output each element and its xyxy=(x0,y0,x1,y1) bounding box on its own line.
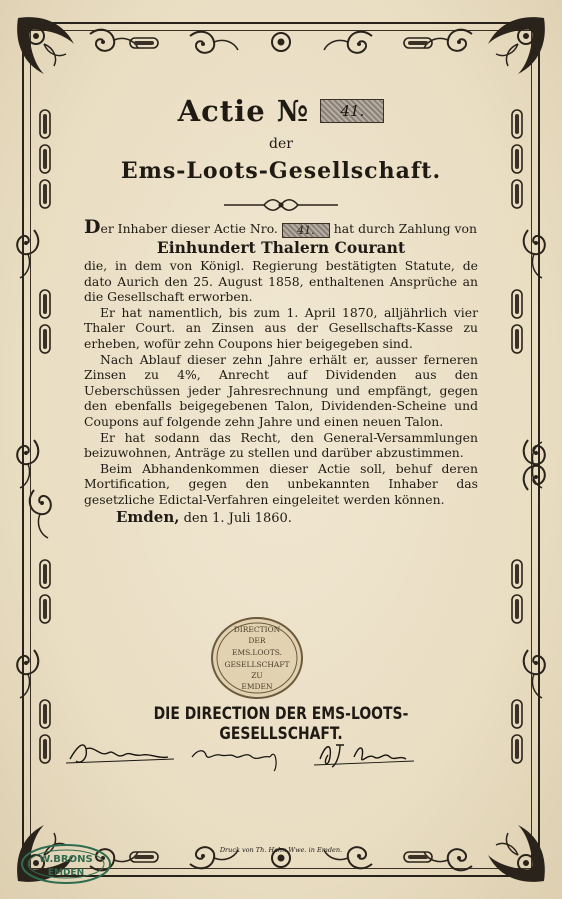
seal-line-4: GESELLSCHAFT xyxy=(224,660,290,669)
issuer-heading: DIE DIRECTION DER EMS-LOOTS-GESELLSCHAFT. xyxy=(153,704,409,744)
paragraph-interest: Er hat namentlich, bis zum 1. April 1870, alljährlich vier Thaler Court. an Zinsen aus der Gesellschafts-Kasse zu erheben, wofür zehn Coupons hier beigegeben sind. xyxy=(84,304,478,351)
signature-3 xyxy=(320,745,406,767)
certificate-number: 41. xyxy=(320,99,384,123)
paragraph-statute: die, in dem von Königl. Regierung bestätigten Statute, de dato Aurich den 25. August 1858, enthaltenen Ansprüche an die Gesellschaft erworben. xyxy=(84,258,478,305)
company-seal xyxy=(209,615,305,701)
share-amount: Einhundert Thalern Courant xyxy=(156,238,406,257)
city: Emden, xyxy=(116,507,180,526)
paragraph-voting: Er hat sodann das Recht, den General-Versammlungen beizuwohnen, Anträge zu stellen und darüber abzustimmen. xyxy=(84,429,478,461)
seal-line-2: DER xyxy=(248,636,266,645)
seal-line-6: EMDEN xyxy=(241,682,273,691)
signature-2 xyxy=(192,751,270,759)
company-name: Ems-Loots-Gesellschaft. xyxy=(120,158,442,184)
seal-line-3: EMS.LOOTS. xyxy=(232,648,282,657)
holder-text-a: er Inhaber dieser Actie Nro. xyxy=(100,221,278,236)
signatures xyxy=(64,735,498,775)
paragraph-holder xyxy=(84,216,478,238)
seal-line-1: DIRECTION xyxy=(233,625,281,634)
stamp-line-2: EMDEN xyxy=(47,868,85,878)
holder-text-b: hat durch Zahlung von xyxy=(333,221,477,236)
certificate-body xyxy=(84,216,478,526)
issue-date: den 1. Juli 1860. xyxy=(183,510,292,526)
place-and-date xyxy=(84,507,478,527)
paragraph-dividends: Nach Ablauf dieser zehn Jahre erhält er, ausser ferneren Zinsen zu 4%, Anrecht auf Dividenden aus den Ueberschüssen jeder Jahresrechnung und empfängt, gegen den ebenfalls beigegebenen Talon, Dividenden-Scheine und Coupons auf folgende zehn Jahre und einen neuen Talon. xyxy=(84,351,478,429)
title-label: Actie № xyxy=(177,94,310,128)
printer-credit: Druck von Th. Hahn Wwe. in Emden. xyxy=(219,846,343,854)
inline-certificate-number: 41. xyxy=(282,223,330,238)
ornamental-divider xyxy=(224,198,338,212)
paragraph-loss: Beim Abhandenkommen dieser Actie soll, behuf deren Mortification, gegen den unbekannten Inhaber das gesetzliche Edictal-Verfahren eingeleitet werden können. xyxy=(84,460,478,507)
certificate-title xyxy=(84,94,478,128)
title-der: der xyxy=(269,136,293,152)
collector-stamp xyxy=(20,843,112,885)
stamp-line-1: W.BRONS xyxy=(39,854,93,865)
drop-cap: D xyxy=(84,216,101,238)
seal-line-5: ZU xyxy=(251,671,263,680)
